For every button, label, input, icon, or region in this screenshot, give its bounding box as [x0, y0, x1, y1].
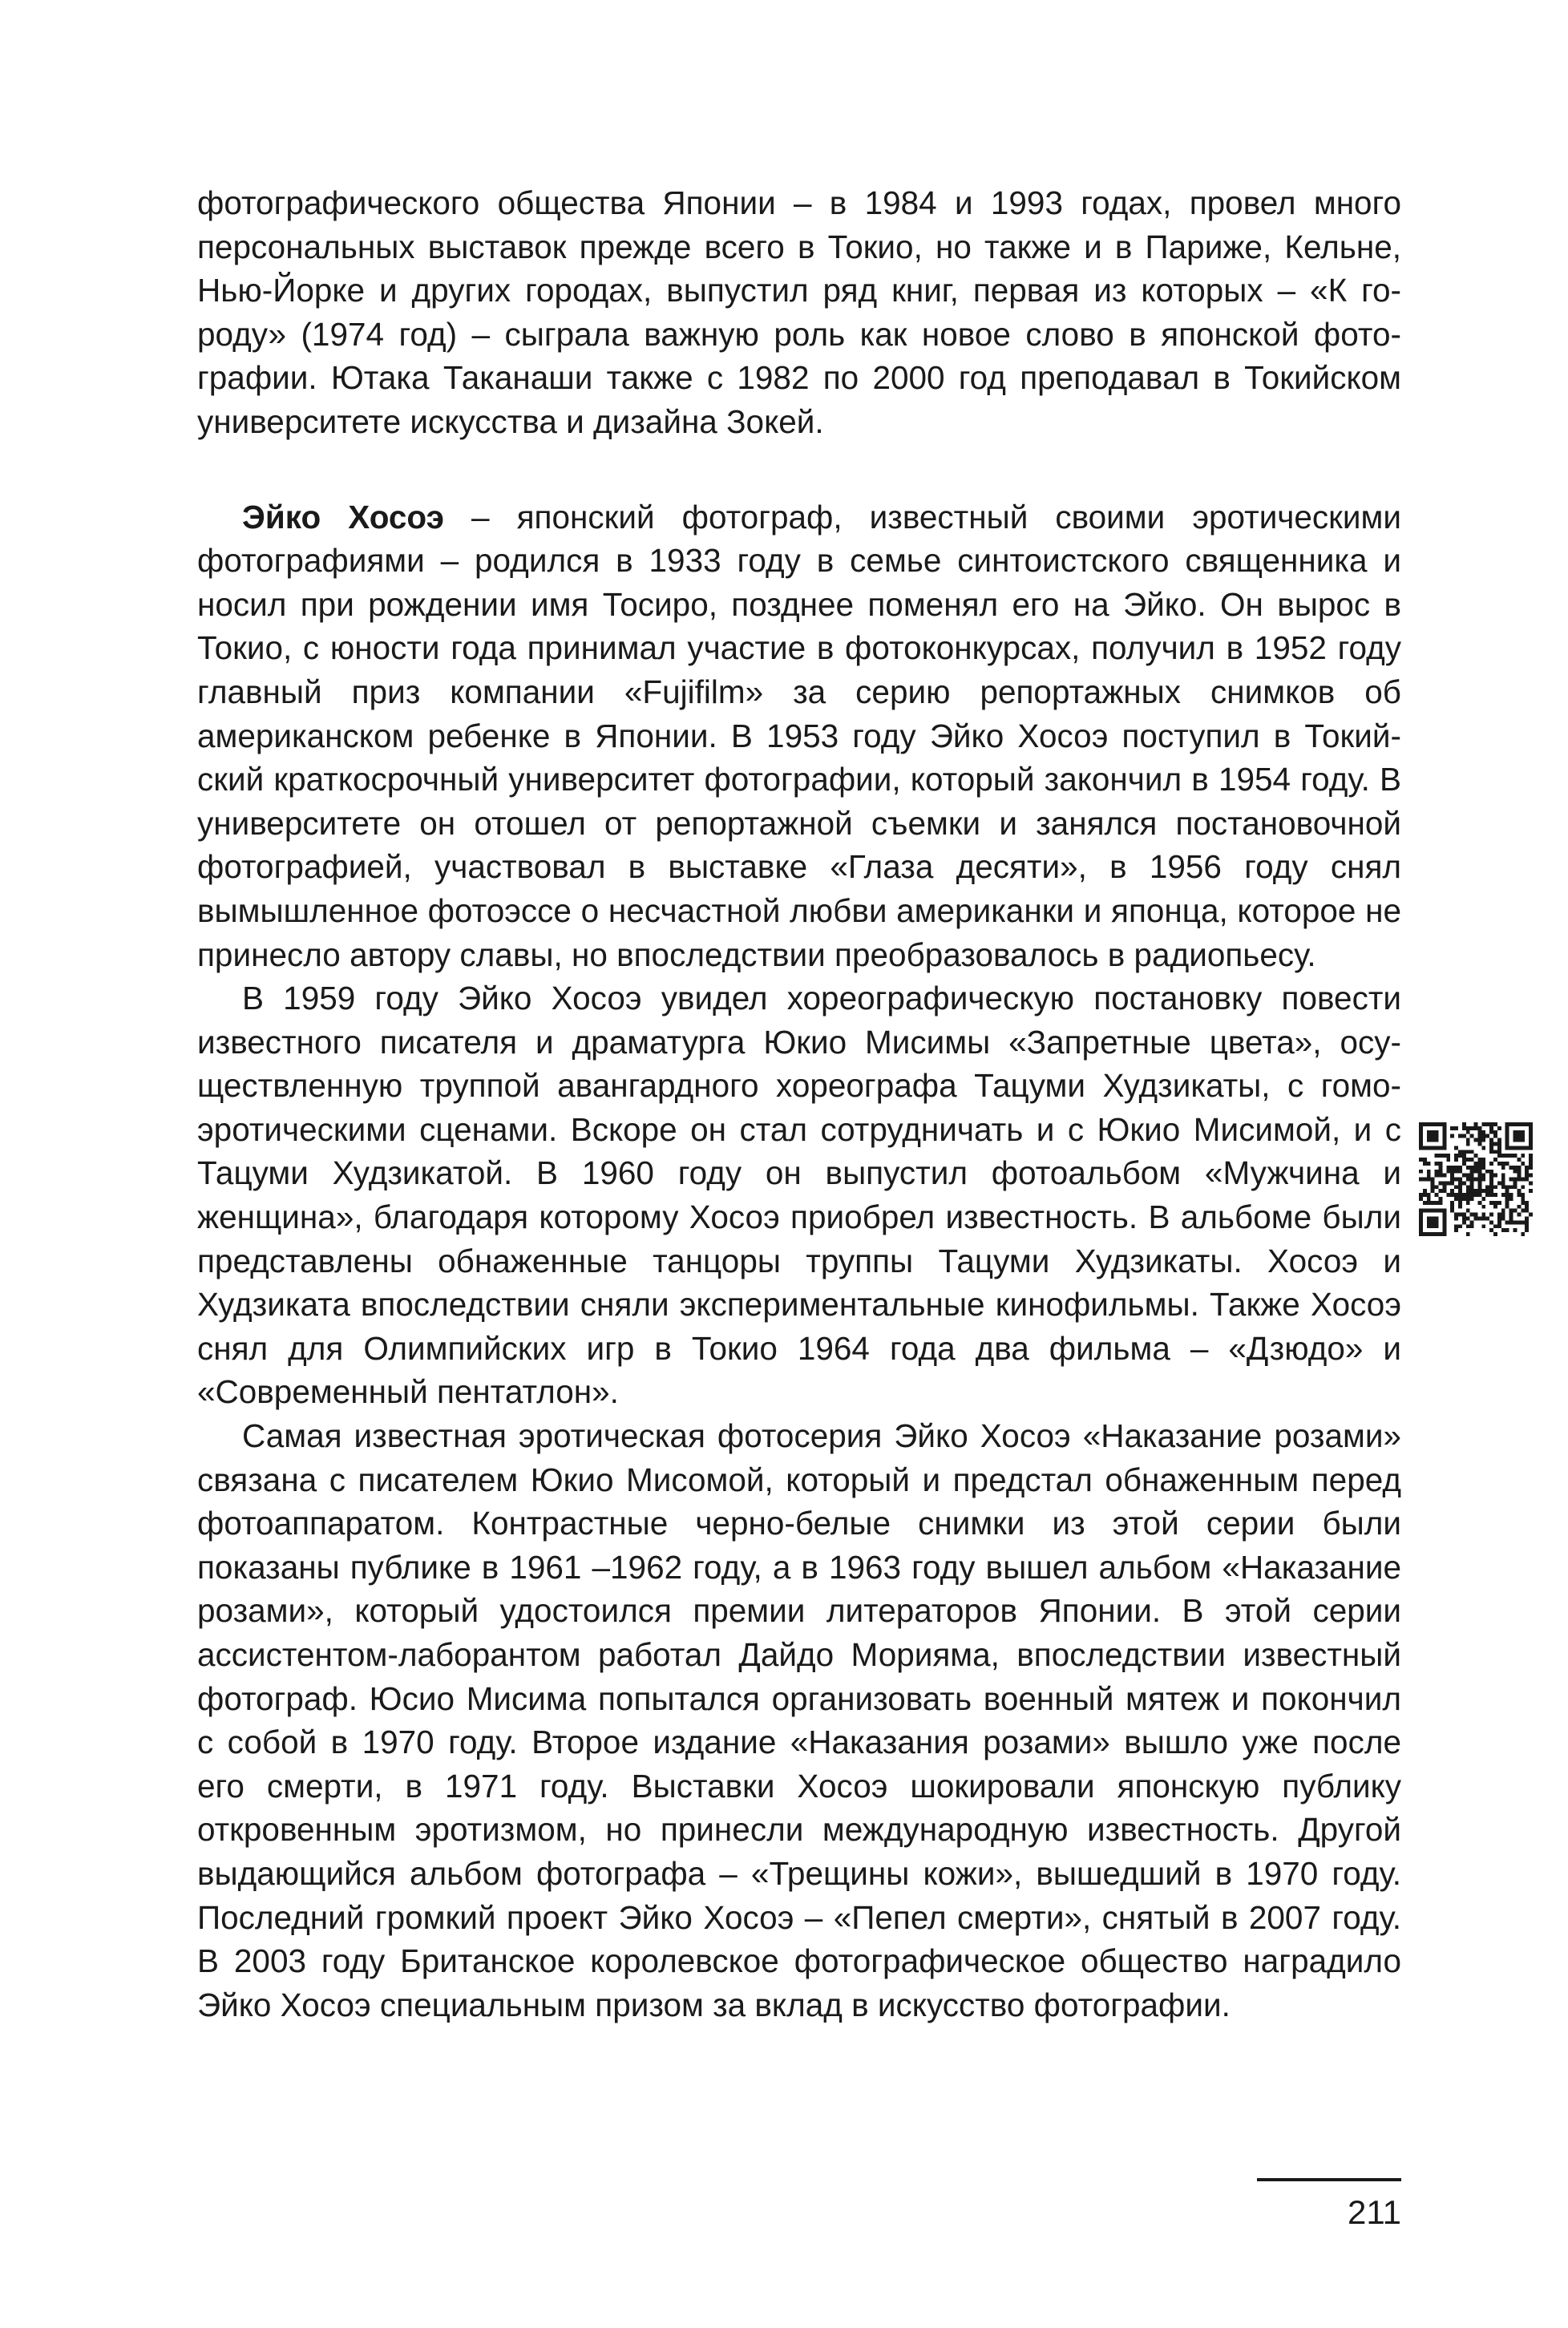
- paragraph-1: фотографического общества Японии – в 1984 и 1993 годах, провел много персональных выставок прежде всего в Токио, но также и в Париже, Кельне, Нью-Йорке и других городах, выпустил ряд книг, первая из которых – «К городу» (1974 год) – сыграла важную роль как новое слово в японской фотографии. Ютака Таканаши также с 1982 по 2000 год преподавал в Токийском университете искусства и дизайна Зокей.: [197, 184, 1401, 440]
- paragraph-2-text: – японский фотограф, известный своими эротическими фотографиями – родился в 1933 году в семье синтоистского священника и носил при рождении имя Тосиро, позднее поменял его на Эйко. Он вырос в Токио, с юности года принимал участие в фотоконкурсах, получил в 1952 году главный приз компании «Fujifilm» за серию репортажных снимков об американском ребенке в Японии. В 1953 году Эйко Хосоэ поступил в Токийский краткосрочный университет фотографии, который закончил в 1954 году. В университете он отошел от репортажной съемки и занялся постановочной фотографией, участвовал в выставке «Глаза десяти», в 1956 году снял вымышленное фотоэссе о несчастной любви американки и японца, которое не принесло автору славы, но впоследствии преобразовалось в радиопьесу.: [197, 498, 1401, 973]
- paragraph-4: Самая известная эротическая фотосерия Эйко Хосоэ «Наказание розами» связана с писателем Юкио Мисомой, который и предстал обнаженным перед фотоаппаратом. Контрастные черно-белые снимки из этой серии были показаны публике в 1961 –1962 году, а в 1963 году вышел альбом «Наказание розами», который удостоился премии литераторов Японии. В этой серии ассистентом-лаборантом работал Дайдо Морияма, впоследствии известный фотограф. Юсио Мисима попытался организовать военный мятеж и покончил с собой в 1970 году. Второе издание «Наказания розами» вышло уже после его смерти, в 1971 году. Выставки Хосоэ шокировали японскую публику откровенным эротизмом, но принесли международную известность. Другой выдающийся альбом фотографа – «Трещины кожи», вышедший в 1970 году. Последний громкий проект Эйко Хосоэ – «Пепел смерти», снятый в 2007 году. В 2003 году Британское королевское фотографическое общество наградило Эйко Хосоэ специальным призом за вклад в искусство фотографии.: [197, 1417, 1401, 2023]
- paragraph-2: [197, 495, 1401, 977]
- paragraph-3: В 1959 году Эйко Хосоэ увидел хореографическую постановку повести известного писателя и драматурга Юкио Мисимы «Запретные цвета», осуществленную труппой авангардного хореографа Тацуми Худзикаты, с гомоэротическими сценами. Вскоре он стал сотрудничать и с Юкио Мисимой, и с Тацуми Худзикатой. В 1960 году он выпустил фотоальбом «Мужчина и женщина», благодаря которому Хосоэ приобрел известность. В альбоме были представлены обнаженные танцоры труппы Тацуми Худзикаты. Хосоэ и Худзиката впоследствии сняли экспериментальные кинофильмы. Также Хосоэ снял для Олимпийских игр в Токио 1964 года два фильма – «Дзюдо» и «Современный пентатлон».: [197, 980, 1401, 1411]
- page-number: 211: [1348, 2193, 1401, 2231]
- footer-rule: [1257, 2178, 1401, 2181]
- body-text: [197, 181, 1401, 2027]
- photographer-name: Эйко Хосоэ: [242, 498, 445, 536]
- qr-code-icon[interactable]: [1419, 1122, 1533, 1236]
